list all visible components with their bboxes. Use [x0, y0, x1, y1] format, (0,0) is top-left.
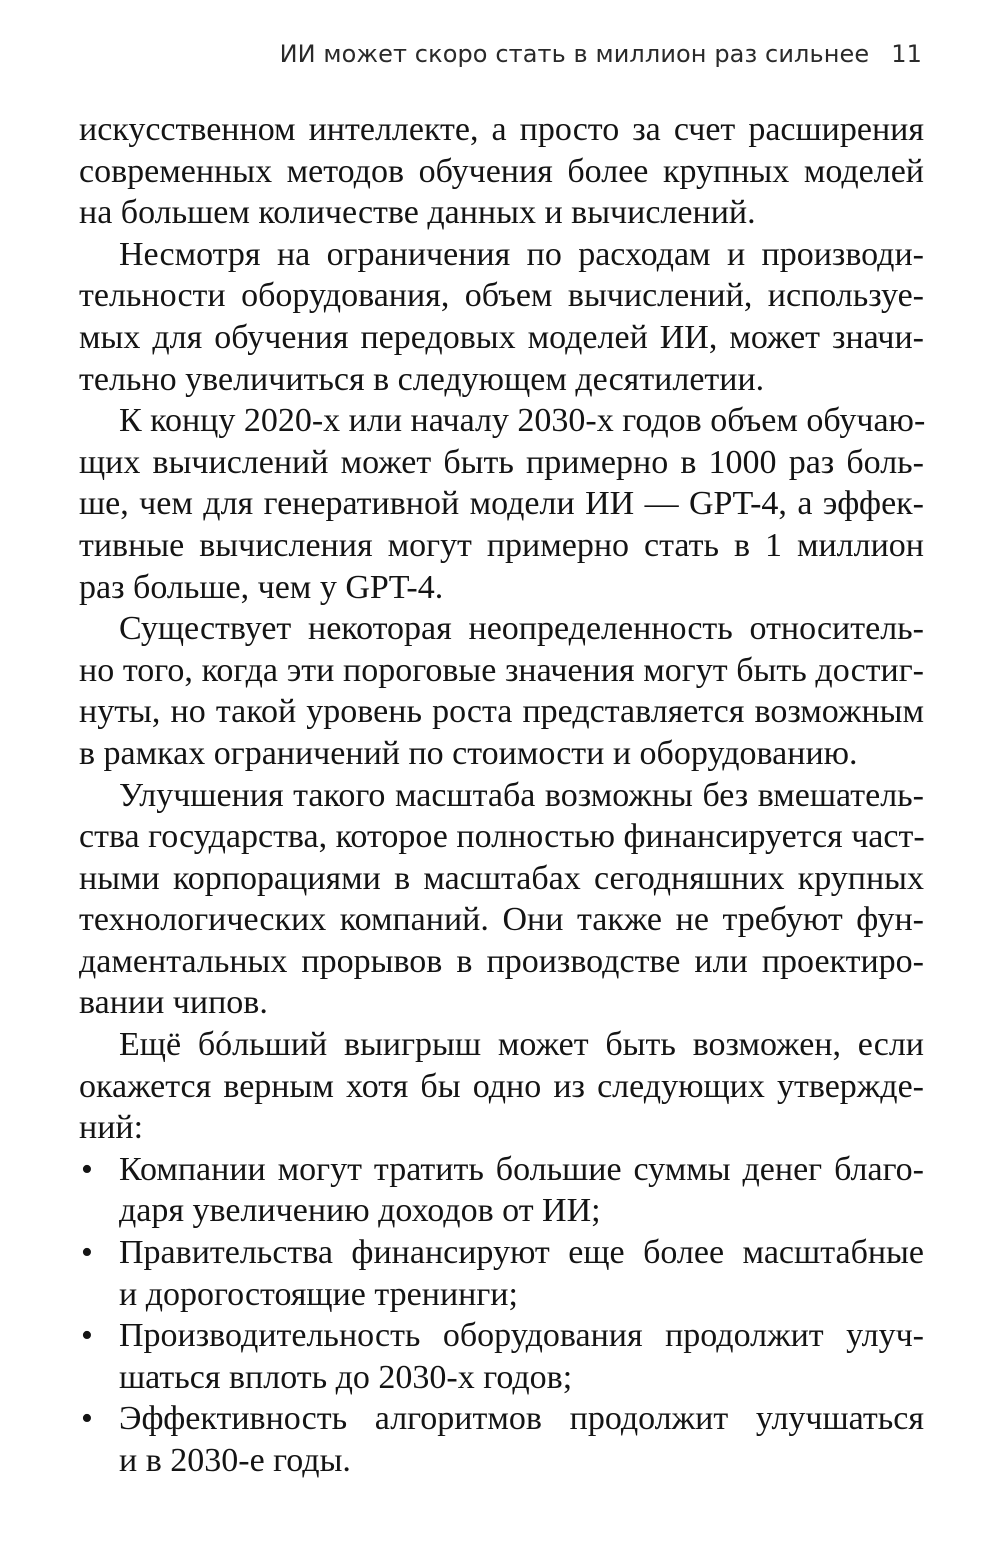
- text-line: тивные вычисления могут примерно стать в 1 миллион: [79, 526, 924, 564]
- text-line: ства государства, которое полностью финансируется част-: [79, 818, 925, 856]
- text-line: Существует некоторая неопределенность относитель-: [119, 610, 924, 648]
- bullet-icon: •: [81, 1400, 93, 1438]
- text-line: мых для обучения передовых моделей ИИ, может значи-: [79, 318, 924, 356]
- text-line: Правительства финансируют еще более масштабные: [119, 1234, 924, 1272]
- page-number: 11: [891, 40, 922, 68]
- text-line: Компании могут тратить большие суммы денег благо-: [119, 1150, 924, 1188]
- text-line: искусственном интеллекте, а просто за счет расширения: [79, 111, 924, 148]
- list-item: [79, 1149, 924, 1232]
- running-header: [280, 40, 922, 68]
- text-line: К концу 2020-х или началу 2030-х годов объем обучаю-: [119, 402, 926, 440]
- paragraph: [79, 234, 924, 400]
- chapter-title: ИИ может скоро стать в миллион раз сильнее: [279, 40, 870, 68]
- text-line: тельности оборудования, объем вычислений, используе-: [79, 277, 924, 315]
- text-line: и дорогостоящие тренинги;: [119, 1275, 518, 1313]
- text-line: Эффективность алгоритмов продолжит улучшаться: [119, 1400, 924, 1438]
- text-line: шаться вплоть до 2030-х годов;: [119, 1358, 573, 1396]
- text-line: и в 2030-е годы.: [119, 1442, 351, 1479]
- bullet-icon: •: [81, 1150, 93, 1188]
- list-item: [79, 1398, 924, 1481]
- bullet-icon: •: [81, 1234, 93, 1272]
- text-line: Производительность оборудования продолжит улуч-: [119, 1317, 924, 1355]
- text-line: на большем количестве данных и вычислений.: [79, 194, 756, 232]
- text-line: вании чипов.: [79, 984, 268, 1022]
- text-line: технологических компаний. Они также не требуют фун-: [79, 901, 924, 939]
- text-line: окажется верным хотя бы одно из следующих утвержде-: [79, 1067, 924, 1105]
- text-line: современных методов обучения более крупных моделей: [79, 152, 924, 190]
- text-line: щих вычислений может быть примерно в 1000 раз боль-: [79, 443, 924, 481]
- text-line: но того, когда эти пороговые значения могут быть достиг-: [79, 651, 924, 689]
- text-line: в рамках ограничений по стоимости и оборудованию.: [79, 734, 858, 772]
- text-line: Несмотря на ограничения по расходам и производи-: [119, 235, 924, 273]
- text-line: Ещё бóльший выигрыш может быть возможен, если: [119, 1026, 924, 1064]
- paragraph: [79, 1024, 924, 1149]
- list-item: [79, 1315, 924, 1398]
- text-line: ными корпорациями в масштабах сегодняшних крупных: [79, 859, 924, 897]
- body-text: [79, 109, 924, 1482]
- text-line: раз больше, чем у GPT-4.: [79, 568, 444, 606]
- paragraph: [79, 109, 924, 234]
- paragraph: [79, 608, 924, 774]
- text-line: тельно увеличиться в следующем десятилетии.: [79, 360, 765, 398]
- bullet-icon: •: [81, 1317, 93, 1355]
- list-item: [79, 1232, 924, 1315]
- text-line: даря увеличению доходов от ИИ;: [119, 1192, 601, 1230]
- text-line: нуты, но такой уровень роста представляется возможным: [79, 693, 924, 731]
- text-line: Улучшения такого масштаба возможны без вмешатель-: [119, 776, 924, 814]
- text-line: ше, чем для генеративной модели ИИ — GPT-4, а эффек-: [79, 485, 924, 523]
- paragraph: [79, 775, 924, 1025]
- paragraph: [79, 400, 924, 608]
- text-line: ний:: [79, 1109, 144, 1147]
- bullet-list: [79, 1149, 924, 1482]
- text-line: даментальных прорывов в производстве или проектиро-: [79, 942, 924, 980]
